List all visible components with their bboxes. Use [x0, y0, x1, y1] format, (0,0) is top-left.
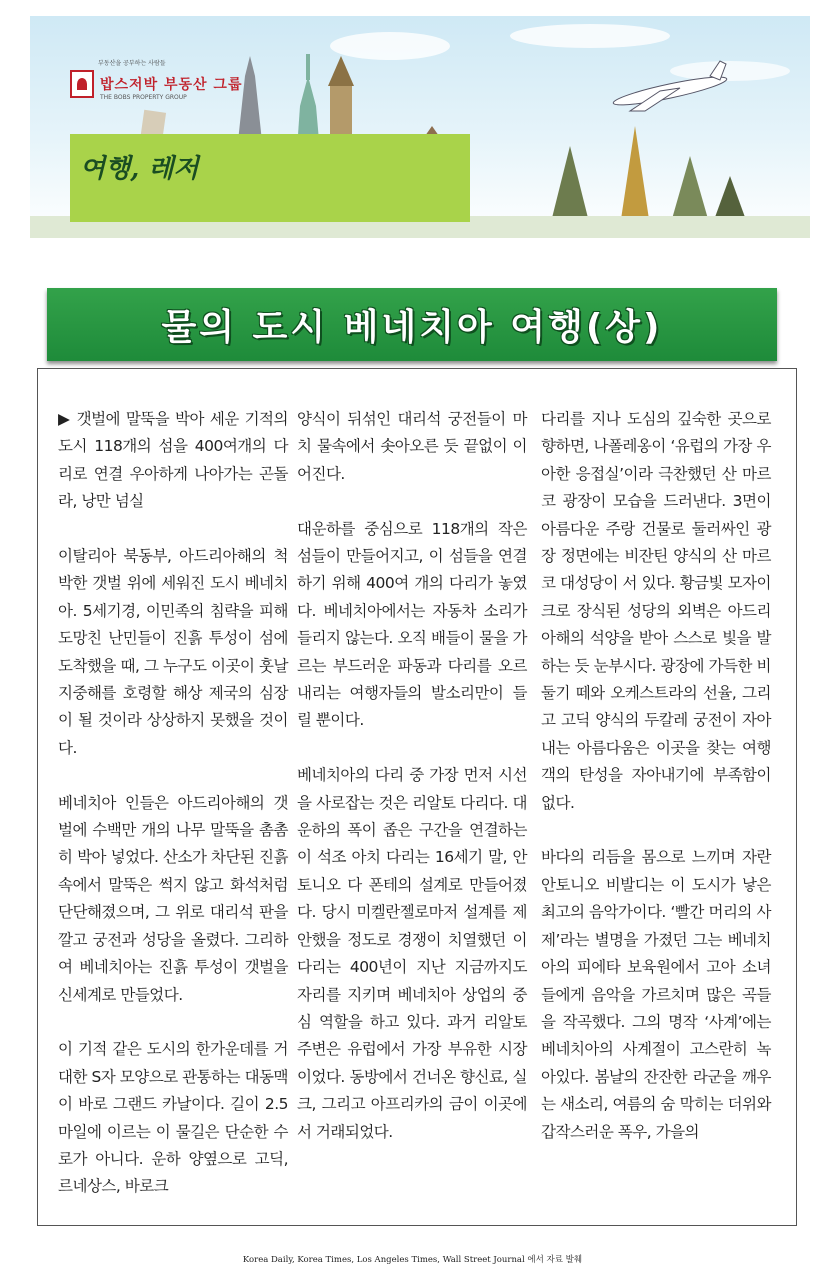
- company-logo: [70, 54, 243, 116]
- article-paragraph: 베네치아 인들은 아드리아해의 갯벌에 수백만 개의 나무 말뚝을 촘촘히 박아 넣었다. 산소가 차단된 진흙 속에서 말뚝은 썩지 않고 화석처럼 단단해졌으며, 그 위로 대리석 판을 깔고 궁전과 성당을 올렸다. 그리하여 베네치아는 진흙 투성이 갯벌을 신세계로 만들었다.: [58, 793, 288, 1004]
- logo-name: 밥스저박 부동산 그룹: [100, 77, 243, 93]
- article-column-1: [58, 406, 288, 1228]
- article-paragraph: 이 기적 같은 도시의 한가운데를 거대한 S자 모양으로 관통하는 대동맥이 바로 그랜드 카날이다. 길이 2.5마일에 이르는 이 물길은 단순한 수로가 아니다. 운하 양옆으로 고딕, 르네상스, 바로크: [58, 1040, 288, 1196]
- logo-subtitle: THE BOBS PROPERTY GROUP: [100, 94, 187, 101]
- section-label: 여행, 레저: [80, 154, 199, 184]
- article-paragraph: 바다의 리듬을 몸으로 느끼며 자란 안토니오 비발디는 이 도시가 낳은 최고의 음악가이다. ‘빨간 머리의 사제’라는 별명을 가졌던 그는 베네치아의 피에타 보육원에서 고아 소녀들에게 음악을 가르치며 많은 곡들을 작곡했다. 그의 명작 ‘사계’에는 베네치아의 사계절이 고스란히 녹아있다. 봄날의 잔잔한 라군을 깨우는 새소리, 여름의 숨 막히는 더위와 갑작스러운 폭우, 가을의: [541, 848, 771, 1141]
- article-paragraph: 다리를 지나 도심의 깊숙한 곳으로 향하면, 나폴레옹이 ‘유럽의 가장 우아한 응접실’이라 극찬했던 산 마르코 광장이 모습을 드러낸다. 3면이 아름다운 주랑 건물로 둘러싸인 광장 정면에는 비잔틴 양식의 산 마르코 대성당이 서 있다. 황금빛 모자이크로 장식된 성당의 외벽은 아드리아해의 석양을 받아 스스로 빛을 발하는 듯 눈부시다. 광장에 가득한 비둘기 떼와 오케스트라의 선율, 그리고 고딕 양식의 두칼레 궁전이 자아내는 아름다움은 이곳을 찾는 여행객의 탄성을 자아내기에 부족함이 없다.: [541, 410, 771, 812]
- article-paragraph: 베네치아의 다리 중 가장 먼저 시선을 사로잡는 것은 리알토 다리다. 대운하의 폭이 좁은 구간을 연결하는 이 석조 아치 다리는 16세기 말, 안토니오 다 폰테의 설계로 만들어졌다. 당시 미켈란젤로마저 설계를 제안했을 정도로 경쟁이 치열했던 이 다리는 400년이 지난 지금까지도 자리를 지키며 베네치아 상업의 중심 역할을 하고 있다. 과거 리알토 주변은 유럽에서 가장 부유한 시장이었다. 동방에서 건너온 향신료, 실크, 그리고 아프리카의 금이 이곳에서 거래되었다.: [297, 766, 527, 1141]
- header-banner: [30, 16, 810, 238]
- article-title-bar: [47, 288, 777, 361]
- article-paragraph: 대운하를 중심으로 118개의 작은 섬들이 만들어지고, 이 섬들을 연결하기 위해 400여 개의 다리가 놓였다. 베네치아에서는 자동차 소리가 들리지 않는다. 오직 배들이 물을 가르는 부드러운 파동과 다리를 오르내리는 여행자들의 발소리만이 들릴 뿐이다.: [297, 519, 527, 730]
- article-paragraph: ▶ 갯벌에 말뚝을 박아 세운 기적의 도시 118개의 섬을 400여개의 다리로 연결 우아하게 나아가는 곤돌라, 낭만 넘실: [58, 410, 288, 511]
- logo-icon: [70, 70, 94, 98]
- article-title: 물의 도시 베네치아 여행(상): [161, 307, 663, 348]
- article-paragraph: 이탈리아 북동부, 아드리아해의 척박한 갯벌 위에 세워진 도시 베네치아. 5세기경, 이민족의 침략을 피해 도망친 난민들이 진흙 투성이 섬에 도착했을 때, 그 누구도 이곳이 훗날 지중해를 호령할 해상 제국의 심장이 될 것이라 상상하지 못했을 것이다.: [58, 547, 288, 757]
- logo-tagline: 부동산을 공부하는 사람들: [98, 60, 166, 67]
- article-column-3: [541, 406, 771, 1173]
- article-paragraph: 양식이 뒤섞인 대리석 궁전들이 마치 물속에서 솟아오른 듯 끝없이 이어진다.: [297, 410, 527, 483]
- source-footer: Korea Daily, Korea Times, Los Angeles Times, Wall Street Journal 에서 자료 발췌: [242, 1255, 583, 1265]
- article-column-2: [297, 406, 527, 1173]
